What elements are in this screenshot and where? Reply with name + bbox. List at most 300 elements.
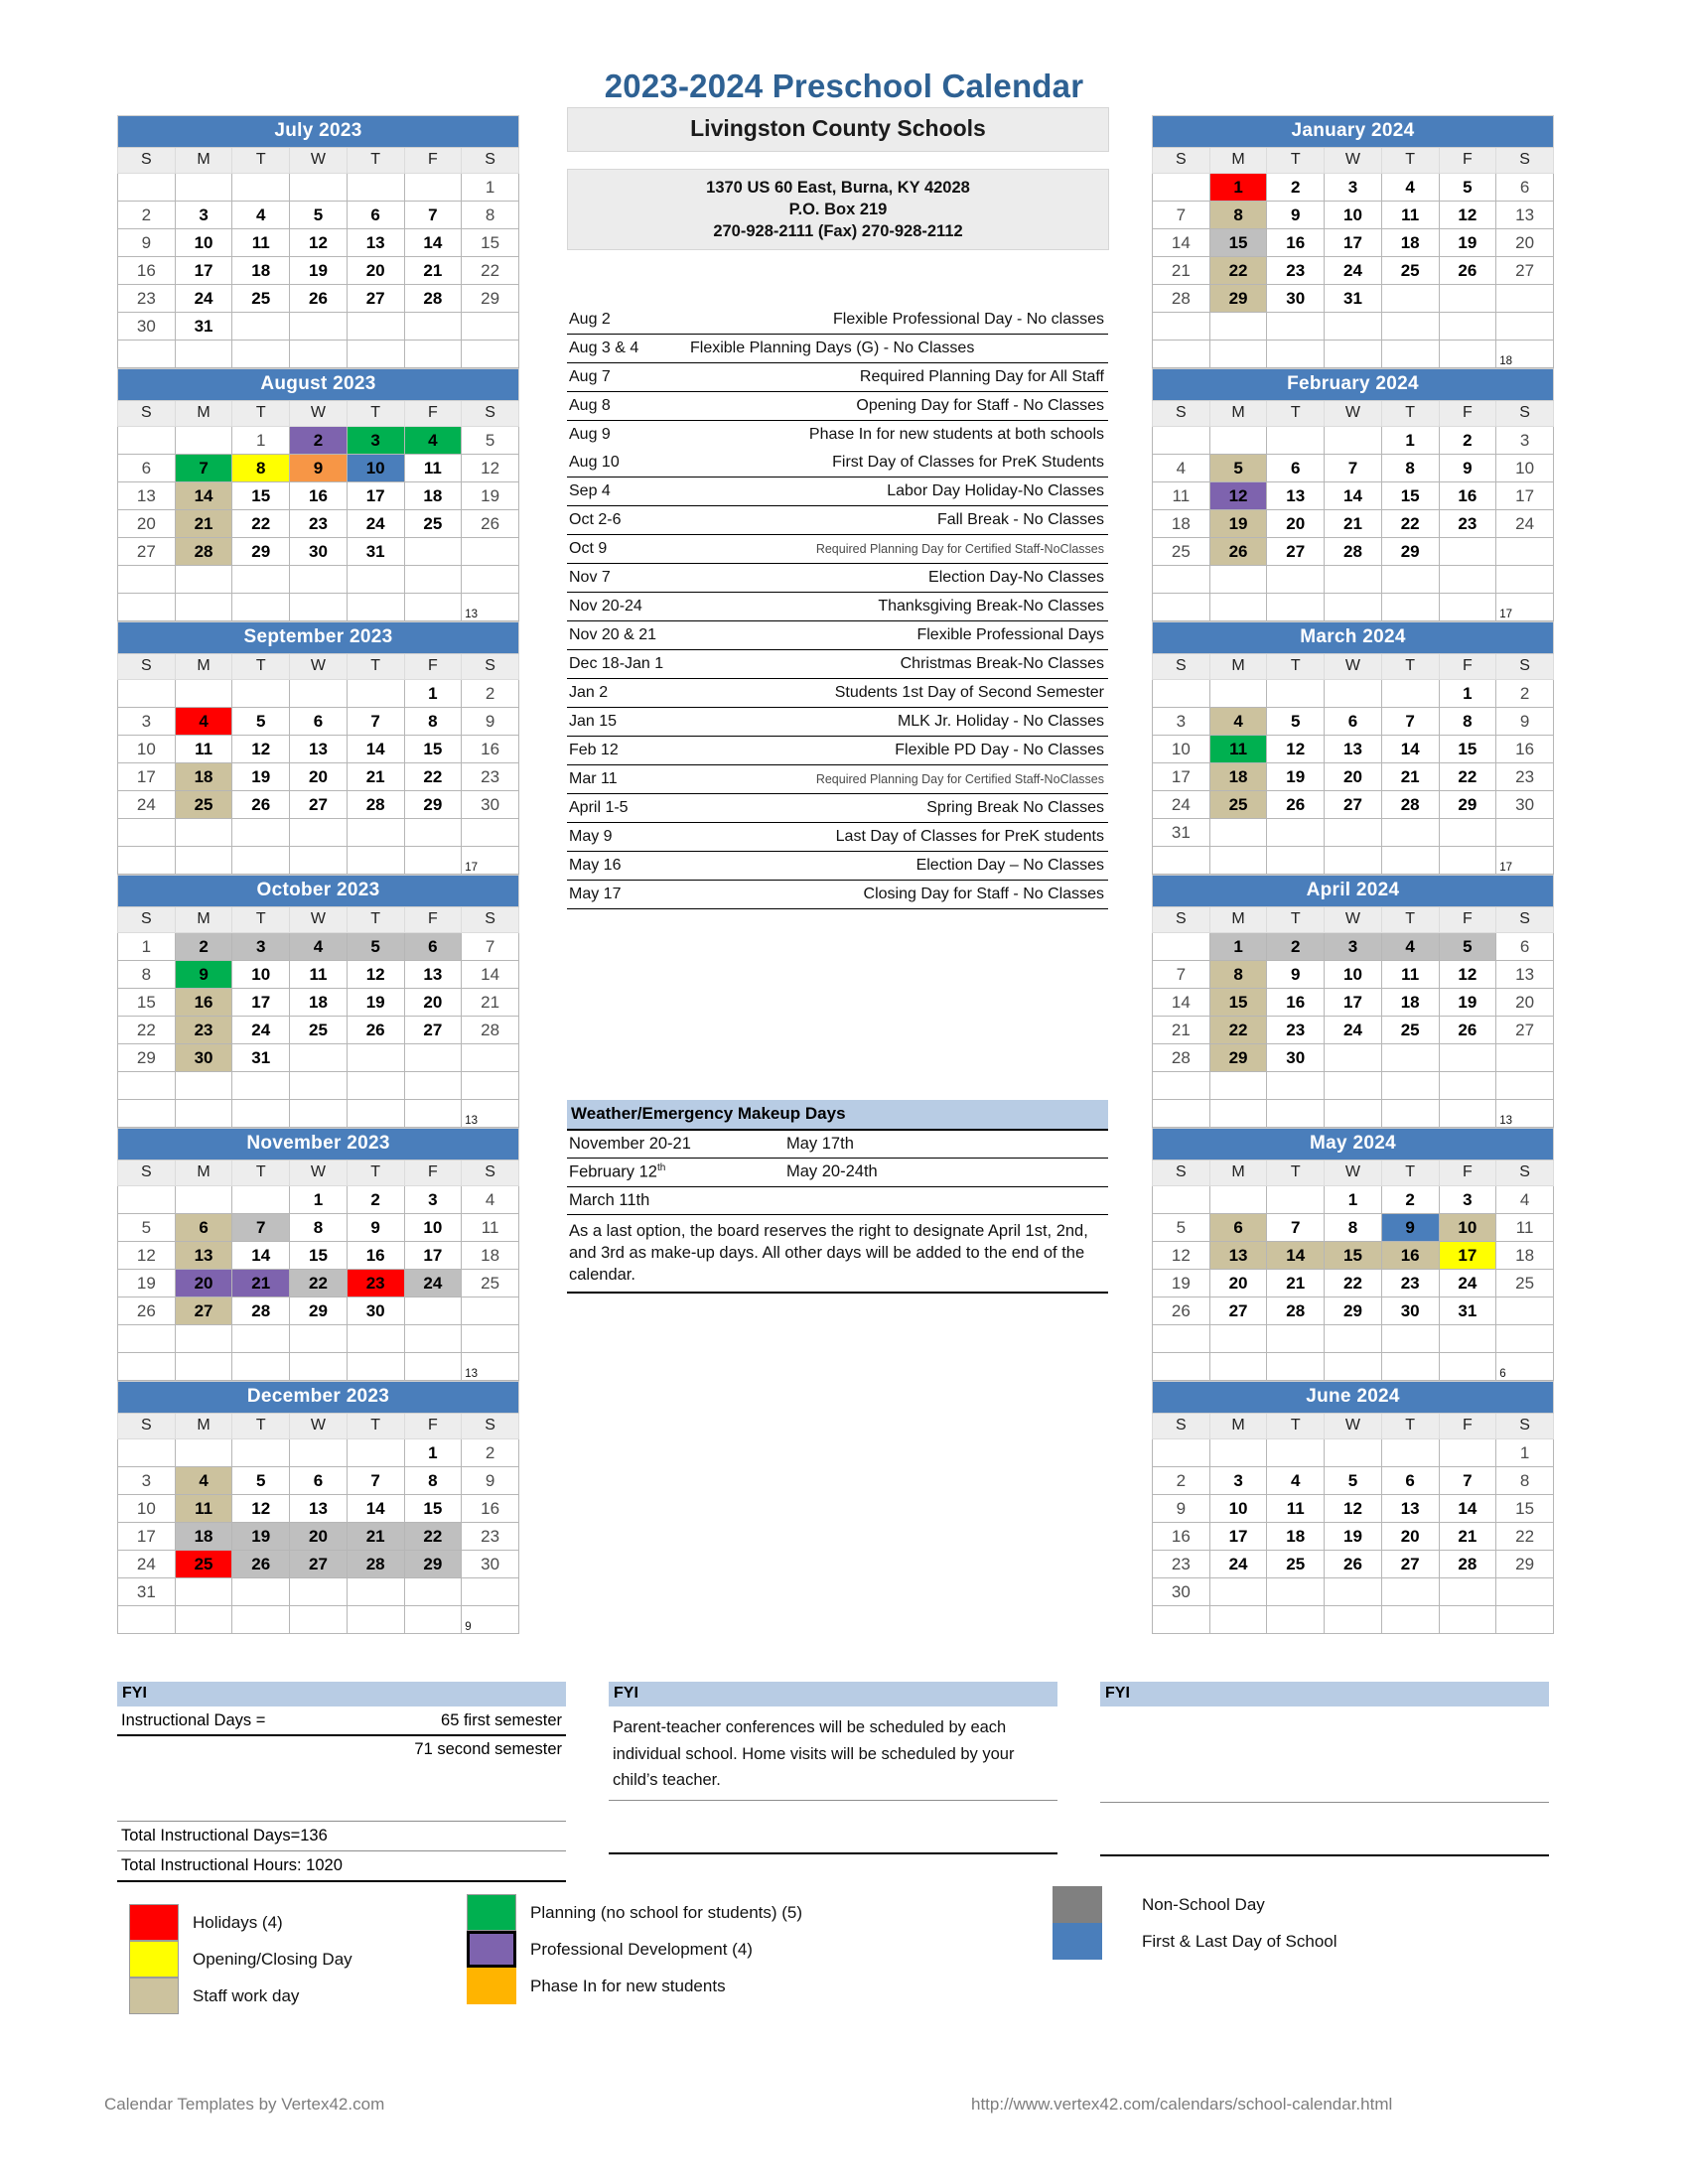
day-cell: 4: [1209, 708, 1267, 736]
day-cell: 30: [1496, 791, 1554, 819]
footer-url[interactable]: http://www.vertex42.com/calendars/school-calendar.html: [971, 2095, 1393, 2114]
day-cell: 20: [1325, 763, 1382, 791]
legend-item: [467, 1931, 802, 1968]
day-cell-empty: [1267, 1325, 1325, 1353]
day-cell: 11: [1496, 1214, 1554, 1242]
day-cell: 26: [1439, 1017, 1496, 1044]
day-cell: 30: [118, 313, 176, 341]
day-cell: 11: [175, 1495, 232, 1523]
day-cell-empty: [1381, 1578, 1439, 1606]
weekday-header-1: M: [1209, 907, 1267, 933]
day-cell: 3: [118, 708, 176, 736]
month-title: March 2024: [1153, 622, 1554, 654]
day-cell-empty: [1381, 680, 1439, 708]
event-description: Required Planning Day for All Staff: [690, 363, 1108, 392]
day-cell-empty: [1209, 1325, 1267, 1353]
day-cell-empty: [290, 313, 348, 341]
day-cell: 16: [1267, 229, 1325, 257]
weekday-header-5: F: [404, 654, 462, 680]
count-filler: [1267, 847, 1325, 875]
month-title: November 2023: [118, 1129, 519, 1160]
day-cell: 6: [290, 1467, 348, 1495]
day-cell: 27: [290, 1551, 348, 1578]
legend-color-swatch: [129, 1941, 179, 1978]
day-cell: 9: [175, 961, 232, 989]
count-filler: [1381, 847, 1439, 875]
day-cell: 1: [404, 680, 462, 708]
count-filler: [175, 1353, 232, 1381]
count-filler: [404, 594, 462, 621]
day-cell-empty: [175, 1439, 232, 1467]
month-day-count: [1496, 1606, 1554, 1634]
day-cell-empty: [1153, 1325, 1210, 1353]
day-cell-empty: [1496, 819, 1554, 847]
day-cell: 28: [1381, 791, 1439, 819]
day-cell: 5: [1209, 455, 1267, 482]
legend-label: Opening/Closing Day: [193, 1949, 352, 1969]
day-cell: 11: [175, 736, 232, 763]
event-row: [567, 679, 1108, 708]
day-cell: 21: [462, 989, 519, 1017]
day-cell: 19: [118, 1270, 176, 1297]
day-cell-empty: [1325, 1044, 1382, 1072]
day-cell: 14: [175, 482, 232, 510]
day-cell-empty: [175, 1186, 232, 1214]
page-title: 2023-2024 Preschool Calendar: [604, 68, 1084, 104]
day-cell: 6: [404, 933, 462, 961]
day-cell-empty: [175, 427, 232, 455]
day-cell: 21: [1153, 1017, 1210, 1044]
month-title: February 2024: [1153, 369, 1554, 401]
day-cell: 15: [290, 1242, 348, 1270]
count-filler: [290, 1606, 348, 1634]
day-cell: 12: [462, 455, 519, 482]
week-row: [1153, 933, 1554, 961]
day-cell: 28: [1153, 285, 1210, 313]
month-title: June 2024: [1153, 1382, 1554, 1414]
day-cell: 4: [232, 202, 290, 229]
week-row: [118, 680, 519, 708]
day-cell: 21: [175, 510, 232, 538]
day-cell: 22: [1209, 257, 1267, 285]
weekday-header-2: T: [232, 401, 290, 427]
day-cell-empty: [232, 1186, 290, 1214]
day-cell: 5: [118, 1214, 176, 1242]
count-filler: [1153, 847, 1210, 875]
event-description: Labor Day Holiday-No Classes: [690, 478, 1108, 506]
day-cell: 5: [290, 202, 348, 229]
week-row: [118, 989, 519, 1017]
day-cell: 16: [347, 1242, 404, 1270]
day-cell: 15: [1496, 1495, 1554, 1523]
day-cell: 9: [1381, 1214, 1439, 1242]
event-date: Nov 20-24: [567, 593, 690, 621]
month-title: January 2024: [1153, 116, 1554, 148]
day-cell: 2: [290, 427, 348, 455]
event-row: [567, 506, 1108, 535]
day-cell: 23: [462, 763, 519, 791]
count-filler: [1209, 1606, 1267, 1634]
month-table: [1152, 1128, 1554, 1381]
day-cell-empty: [1381, 1439, 1439, 1467]
day-cell: 14: [1267, 1242, 1325, 1270]
day-cell: 30: [1381, 1297, 1439, 1325]
day-cell: 13: [347, 229, 404, 257]
day-cell-empty: [232, 313, 290, 341]
count-filler: [290, 847, 348, 875]
day-cell: 3: [1439, 1186, 1496, 1214]
event-date: Oct 9: [567, 535, 690, 564]
week-row: [1153, 1072, 1554, 1100]
day-cell: 10: [175, 229, 232, 257]
day-cell: 13: [1496, 961, 1554, 989]
day-cell-empty: [1209, 566, 1267, 594]
day-cell: 7: [1267, 1214, 1325, 1242]
legend-color-swatch: [129, 1978, 179, 2014]
legend-color-swatch: [467, 1931, 516, 1968]
day-cell-empty: [1325, 427, 1382, 455]
day-cell-empty: [1209, 1186, 1267, 1214]
day-cell: 7: [1153, 961, 1210, 989]
event-date: Oct 2-6: [567, 506, 690, 535]
event-description: Students 1st Day of Second Semester: [690, 679, 1108, 708]
week-row: [1153, 1044, 1554, 1072]
day-cell: 2: [1153, 1467, 1210, 1495]
day-cell: 5: [232, 1467, 290, 1495]
day-cell: 25: [175, 1551, 232, 1578]
day-cell: 25: [232, 285, 290, 313]
instructional-days-row: [117, 1706, 566, 1736]
day-cell-empty: [1325, 566, 1382, 594]
weekday-header-2: T: [1267, 1160, 1325, 1186]
day-cell: 12: [232, 1495, 290, 1523]
count-filler: [1439, 1606, 1496, 1634]
weather-makeup-section: [567, 1100, 1108, 1294]
day-cell: 5: [347, 933, 404, 961]
day-cell: 29: [1381, 538, 1439, 566]
day-cell: 23: [347, 1270, 404, 1297]
day-cell: 23: [175, 1017, 232, 1044]
day-cell: 6: [1267, 455, 1325, 482]
day-cell-empty: [1267, 313, 1325, 341]
weekday-header-1: M: [1209, 654, 1267, 680]
week-row: [1153, 285, 1554, 313]
event-date: May 16: [567, 852, 690, 881]
event-date: Aug 2: [567, 306, 690, 335]
day-cell: 18: [1153, 510, 1210, 538]
event-description: Election Day – No Classes: [690, 852, 1108, 881]
weekday-header-3: W: [290, 907, 348, 933]
day-cell: 11: [1153, 482, 1210, 510]
day-cell: 30: [462, 1551, 519, 1578]
day-cell: 26: [347, 1017, 404, 1044]
weather-row: [567, 1131, 1108, 1159]
weekday-header-4: T: [1381, 907, 1439, 933]
day-cell: 17: [404, 1242, 462, 1270]
week-row: [118, 1578, 519, 1606]
fyi-middle-text: Parent-teacher conferences will be scheduled by each individual school. Home visits will be scheduled by your child’s teacher.: [609, 1706, 1057, 1801]
month-day-count: 13: [462, 594, 519, 621]
week-row: [1153, 1467, 1554, 1495]
day-cell: 12: [1325, 1495, 1382, 1523]
day-cell: 8: [1325, 1214, 1382, 1242]
day-cell-empty: [462, 1297, 519, 1325]
day-cell: 30: [175, 1044, 232, 1072]
count-filler: [1381, 1606, 1439, 1634]
weekday-header-3: W: [290, 1414, 348, 1439]
day-cell-empty: [1325, 1578, 1382, 1606]
count-filler: [1439, 1353, 1496, 1381]
day-cell: 10: [118, 1495, 176, 1523]
day-cell-empty: [1439, 313, 1496, 341]
day-cell: 26: [1325, 1551, 1382, 1578]
day-cell-empty: [175, 1072, 232, 1100]
events-table: [567, 306, 1108, 909]
day-cell: 24: [1325, 257, 1382, 285]
day-cell: 14: [1153, 229, 1210, 257]
count-filler: [1325, 1606, 1382, 1634]
count-filler: [118, 594, 176, 621]
weekday-header-1: M: [1209, 148, 1267, 174]
day-cell: 16: [118, 257, 176, 285]
count-filler: [1381, 1353, 1439, 1381]
month-day-count: 17: [462, 847, 519, 875]
month-table: [117, 368, 519, 621]
weather-table: [567, 1131, 1108, 1215]
day-cell: 21: [1439, 1523, 1496, 1551]
event-row: [567, 708, 1108, 737]
day-cell: 17: [347, 482, 404, 510]
weekday-header-4: T: [1381, 654, 1439, 680]
day-cell-empty: [404, 819, 462, 847]
day-cell: 18: [232, 257, 290, 285]
day-cell: 18: [1381, 229, 1439, 257]
day-cell-empty: [1153, 680, 1210, 708]
weekday-header-6: S: [462, 1414, 519, 1439]
day-cell: 26: [232, 1551, 290, 1578]
day-cell: 10: [1153, 736, 1210, 763]
day-cell-empty: [1325, 1072, 1382, 1100]
day-cell: 6: [1325, 708, 1382, 736]
weekday-header-2: T: [1267, 1414, 1325, 1439]
legend-label: Phase In for new students: [530, 1976, 726, 1995]
count-filler: [1153, 1606, 1210, 1634]
day-cell: 23: [1439, 510, 1496, 538]
day-cell: 30: [290, 538, 348, 566]
day-cell: 21: [1153, 257, 1210, 285]
day-cell-empty: [1439, 1325, 1496, 1353]
event-date: Aug 8: [567, 392, 690, 421]
day-cell-empty: [404, 566, 462, 594]
day-cell-empty: [1153, 933, 1210, 961]
month-table: [1152, 875, 1554, 1128]
weekday-header-6: S: [462, 401, 519, 427]
event-row: [567, 335, 1108, 363]
day-cell: 15: [404, 1495, 462, 1523]
total-instructional-days: Total Instructional Days=136: [117, 1822, 566, 1851]
day-cell-empty: [1381, 1325, 1439, 1353]
day-cell: 21: [1325, 510, 1382, 538]
day-cell: 6: [290, 708, 348, 736]
day-cell: 6: [118, 455, 176, 482]
day-cell: 13: [404, 961, 462, 989]
month-count-row: [118, 1606, 519, 1634]
weekday-header-0: S: [1153, 148, 1210, 174]
day-cell: 12: [1439, 202, 1496, 229]
day-cell: 21: [1381, 763, 1439, 791]
weekday-header-1: M: [1209, 1414, 1267, 1439]
day-cell: 2: [1267, 933, 1325, 961]
week-row: [118, 427, 519, 455]
day-cell: 26: [462, 510, 519, 538]
month-table: [1152, 115, 1554, 368]
day-cell: 24: [1325, 1017, 1382, 1044]
day-cell: 2: [347, 1186, 404, 1214]
event-description: Opening Day for Staff - No Classes: [690, 392, 1108, 421]
day-cell: 11: [290, 961, 348, 989]
count-filler: [404, 847, 462, 875]
day-cell: 9: [118, 229, 176, 257]
day-cell: 26: [1267, 791, 1325, 819]
day-cell: 27: [290, 791, 348, 819]
week-row: [1153, 1242, 1554, 1270]
month-count-row: [1153, 594, 1554, 621]
day-cell-empty: [1439, 1578, 1496, 1606]
month-day-count: 9: [462, 1606, 519, 1634]
day-cell-empty: [1439, 538, 1496, 566]
first-semester-value: 65 first semester: [441, 1711, 562, 1729]
day-cell-empty: [404, 538, 462, 566]
event-date: Aug 10: [567, 449, 690, 478]
fyi-right-blank-2: [1100, 1803, 1549, 1856]
week-row: [118, 202, 519, 229]
day-cell: 19: [1153, 1270, 1210, 1297]
day-cell-empty: [118, 1439, 176, 1467]
day-cell: 16: [175, 989, 232, 1017]
event-row: [567, 650, 1108, 679]
day-cell: 12: [118, 1242, 176, 1270]
weekday-header-1: M: [175, 1160, 232, 1186]
day-cell: 5: [462, 427, 519, 455]
week-row: [1153, 819, 1554, 847]
event-row: [567, 564, 1108, 593]
day-cell: 22: [1496, 1523, 1554, 1551]
day-cell: 10: [347, 455, 404, 482]
count-filler: [1153, 341, 1210, 368]
day-cell-empty: [347, 1044, 404, 1072]
weekday-header-2: T: [232, 654, 290, 680]
count-filler: [404, 1100, 462, 1128]
day-cell: 23: [1381, 1270, 1439, 1297]
event-date: May 9: [567, 823, 690, 852]
day-cell-empty: [462, 1072, 519, 1100]
weather-date-left: March 11th: [567, 1186, 784, 1214]
weekday-header-0: S: [118, 401, 176, 427]
day-cell: 3: [347, 427, 404, 455]
day-cell: 29: [462, 285, 519, 313]
day-cell: 15: [1209, 989, 1267, 1017]
day-cell: 17: [1496, 482, 1554, 510]
event-description: Thanksgiving Break-No Classes: [690, 593, 1108, 621]
month-title: December 2023: [118, 1382, 519, 1414]
day-cell: 16: [1267, 989, 1325, 1017]
left-month-column: [117, 115, 519, 1634]
month-count-row: [1153, 1100, 1554, 1128]
count-filler: [1325, 1100, 1382, 1128]
day-cell-empty: [290, 1044, 348, 1072]
count-filler: [1153, 1100, 1210, 1128]
count-filler: [118, 1353, 176, 1381]
day-cell-empty: [1209, 1072, 1267, 1100]
day-cell: 3: [1496, 427, 1554, 455]
day-cell: 19: [1325, 1523, 1382, 1551]
day-cell-empty: [1209, 680, 1267, 708]
week-row: [118, 961, 519, 989]
day-cell-empty: [118, 680, 176, 708]
day-cell: 13: [118, 482, 176, 510]
day-cell: 1: [232, 427, 290, 455]
day-cell: 24: [118, 791, 176, 819]
count-filler: [290, 594, 348, 621]
day-cell: 4: [175, 708, 232, 736]
day-cell-empty: [1153, 1186, 1210, 1214]
fyi-middle: [609, 1682, 1057, 1854]
count-filler: [290, 1100, 348, 1128]
day-cell: 21: [404, 257, 462, 285]
day-cell: 17: [118, 763, 176, 791]
day-cell: 1: [1325, 1186, 1382, 1214]
day-cell: 5: [232, 708, 290, 736]
day-cell: 10: [1439, 1214, 1496, 1242]
day-cell: 28: [404, 285, 462, 313]
day-cell: 2: [462, 680, 519, 708]
instructional-days-label: Instructional Days =: [121, 1711, 266, 1729]
right-month-column: [1152, 115, 1554, 1634]
day-cell: 27: [175, 1297, 232, 1325]
weekday-header-0: S: [1153, 907, 1210, 933]
day-cell: 27: [118, 538, 176, 566]
day-cell: 28: [175, 538, 232, 566]
day-cell-empty: [462, 1578, 519, 1606]
weekday-header-0: S: [118, 654, 176, 680]
weekday-header-5: F: [1439, 148, 1496, 174]
weekday-header-2: T: [1267, 907, 1325, 933]
day-cell: 12: [1209, 482, 1267, 510]
day-cell: 1: [1209, 174, 1267, 202]
week-row: [1153, 763, 1554, 791]
weather-note: As a last option, the board reserves the right to designate April 1st, 2nd, and 3rd as make-up days. All other days will be added to the end of the calendar.: [567, 1215, 1108, 1295]
count-filler: [118, 847, 176, 875]
day-cell: 8: [1381, 455, 1439, 482]
event-row: [567, 737, 1108, 765]
week-row: [1153, 1214, 1554, 1242]
day-cell: 5: [1325, 1467, 1382, 1495]
events-column: [567, 306, 1108, 909]
legend-label: Holidays (4): [193, 1912, 283, 1932]
week-row: [1153, 736, 1554, 763]
day-cell: 20: [404, 989, 462, 1017]
day-cell: 24: [347, 510, 404, 538]
day-cell-empty: [347, 1439, 404, 1467]
day-cell-empty: [347, 566, 404, 594]
day-cell-empty: [1439, 566, 1496, 594]
day-cell: 21: [232, 1270, 290, 1297]
day-cell: 31: [232, 1044, 290, 1072]
day-cell: 24: [1496, 510, 1554, 538]
day-cell-empty: [347, 1072, 404, 1100]
day-cell: 3: [1325, 174, 1382, 202]
day-cell: 1: [1209, 933, 1267, 961]
